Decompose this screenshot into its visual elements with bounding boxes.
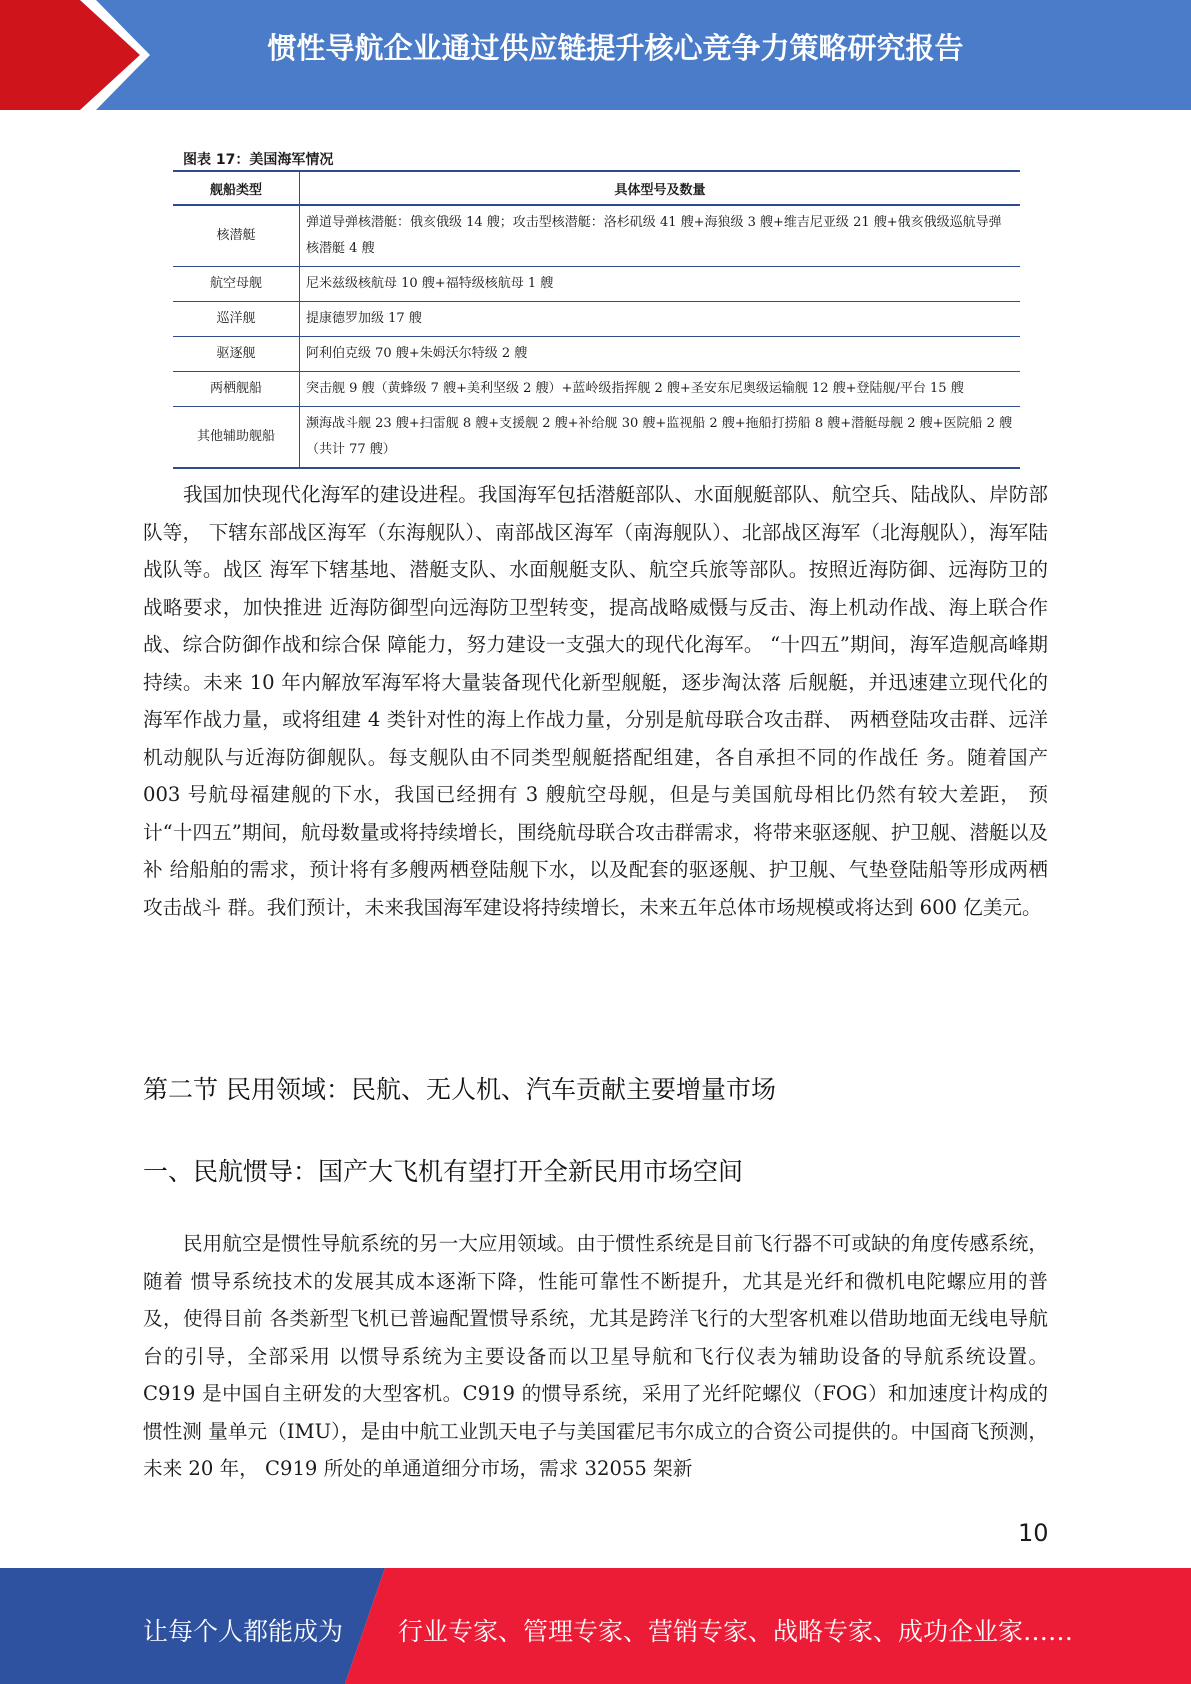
table-row: [173, 302, 1020, 337]
section-title: 第二节 民用领域：民航、无人机、汽车贡献主要增量市场: [143, 1075, 776, 1104]
cell-type: 核潜艇: [173, 205, 300, 267]
page-footer: [0, 1568, 1191, 1684]
paragraph-civil-aviation: 民用航空是惯性导航系统的另一大应用领域。由于惯性系统是目前飞行器不可或缺的角度传感系统，随着 惯导系统技术的发展其成本逐渐下降，性能可靠性不断提升，尤其是光纤和微机电陀螺应用的普及，使得目前 各类新型飞机已普遍配置惯导系统，尤其是跨洋飞行的大型客机难以借助地面无线电导航台的引导，全部采用 以惯导系统为主要设备而以卫星导航和飞行仪表为辅助设备的导航系统设置。 C919 是中国自主研发的大型客机。C919 的惯导系统，采用了光纤陀螺仪（FOG）和加速度计构成的惯性测 量单元（IMU），是由中航工业凯天电子与美国霍尼韦尔成立的合资公司提供的。中国商飞预测，未来 20 年， C919 所处的单通道细分市场，需求 32055 架新: [143, 1232, 1048, 1480]
footer-slogan-left: 让每个人都能成为: [143, 1617, 344, 1646]
cell-detail: 阿利伯克级 70 艘+朱姆沃尔特级 2 艘: [300, 337, 1021, 372]
column-header-type: 舰船类型: [173, 171, 300, 205]
cell-type: 巡洋舰: [173, 302, 300, 337]
header-title: 惯性导航企业通过供应链提升核心竞争力策略研究报告: [267, 31, 964, 65]
cell-type: 两栖舰船: [173, 372, 300, 407]
cell-type: 航空母舰: [173, 267, 300, 302]
cell-type: 驱逐舰: [173, 337, 300, 372]
paragraph-navy-construction: 我国加快现代化海军的建设进程。我国海军包括潜艇部队、水面舰艇部队、航空兵、陆战队、岸防部队等， 下辖东部战区海军（东海舰队）、南部战区海军（南海舰队）、北部战区海军（北海舰队），海军陆战队等。战区 海军下辖基地、潜艇支队、水面舰艇支队、航空兵旅等部队。按照近海防御、远海防卫的战略要求，加快推进 近海防御型向远海防卫型转变，提高战略威慑与反击、海上机动作战、海上联合作战、综合防御作战和综合保 障能力，努力建设一支强大的现代化海军。 “十四五”期间，海军造舰高峰期持续。未来 10 年内解放军海军将大量装备现代化新型舰艇，逐步淘汰落 后舰艇，并迅速建立现代化的海军作战力量，或将组建 4 类针对性的海上作战力量，分别是航母联合攻击群、 两栖登陆攻击群、远洋机动舰队与近海防御舰队。每支舰队由不同类型舰艇搭配组建，各自承担不同的作战任 务。随着国产 003 号航母福建舰的下水，我国已经拥有 3 艘航空母舰，但是与美国航母相比仍然有较大差距， 预计“十四五”期间，航母数量或将持续增长，围绕航母联合攻击群需求，将带来驱逐舰、护卫舰、潜艇以及补 给船舶的需求，预计将有多艘两栖登陆舰下水，以及配套的驱逐舰、护卫舰、气垫登陆船等形成两栖攻击战斗 群。我们预计，未来我国海军建设将持续增长，未来五年总体市场规模或将达到 600 亿美元。: [143, 483, 1048, 919]
table-row: [173, 372, 1020, 407]
column-header-detail: 具体型号及数量: [300, 171, 1021, 205]
table-row: [173, 267, 1020, 302]
page-number: 10: [1018, 1519, 1049, 1547]
cell-detail: 尼米兹级核航母 10 艘+福特级核航母 1 艘: [300, 267, 1021, 302]
cell-detail: 濒海战斗舰 23 艘+扫雷舰 8 艘+支援舰 2 艘+补给舰 30 艘+监视船 2 艘+拖船打捞船 8 艘+潜艇母舰 2 艘+医院船 2 艘（共计 77 艘）: [300, 407, 1021, 469]
cell-detail: 弹道导弹核潜艇：俄亥俄级 14 艘；攻击型核潜艇：洛杉矶级 41 艘+海狼级 3 艘+维吉尼亚级 21 艘+俄亥俄级巡航导弹核潜艇 4 艘: [300, 205, 1021, 267]
us-navy-table: [173, 170, 1020, 469]
cell-detail: 突击舰 9 艘（黄蜂级 7 艘+美利坚级 2 艘）+蓝岭级指挥舰 2 艘+圣安东尼奥级运输舰 12 艘+登陆舰/平台 15 艘: [300, 372, 1021, 407]
table-row: [173, 407, 1020, 469]
cell-type: 其他辅助舰船: [173, 407, 300, 469]
subsection-title: 一、民航惯导：国产大飞机有望打开全新民用市场空间: [143, 1157, 744, 1186]
table-caption: 图表 17：美国海军情况: [183, 152, 334, 168]
footer-slogan-right: 行业专家、管理专家、营销专家、战略专家、成功企业家……: [398, 1617, 1074, 1646]
table-row: [173, 337, 1020, 372]
table-row: [173, 205, 1020, 267]
table-header-row: [173, 171, 1020, 205]
page-header: [0, 0, 1191, 110]
cell-detail: 提康德罗加级 17 艘: [300, 302, 1021, 337]
